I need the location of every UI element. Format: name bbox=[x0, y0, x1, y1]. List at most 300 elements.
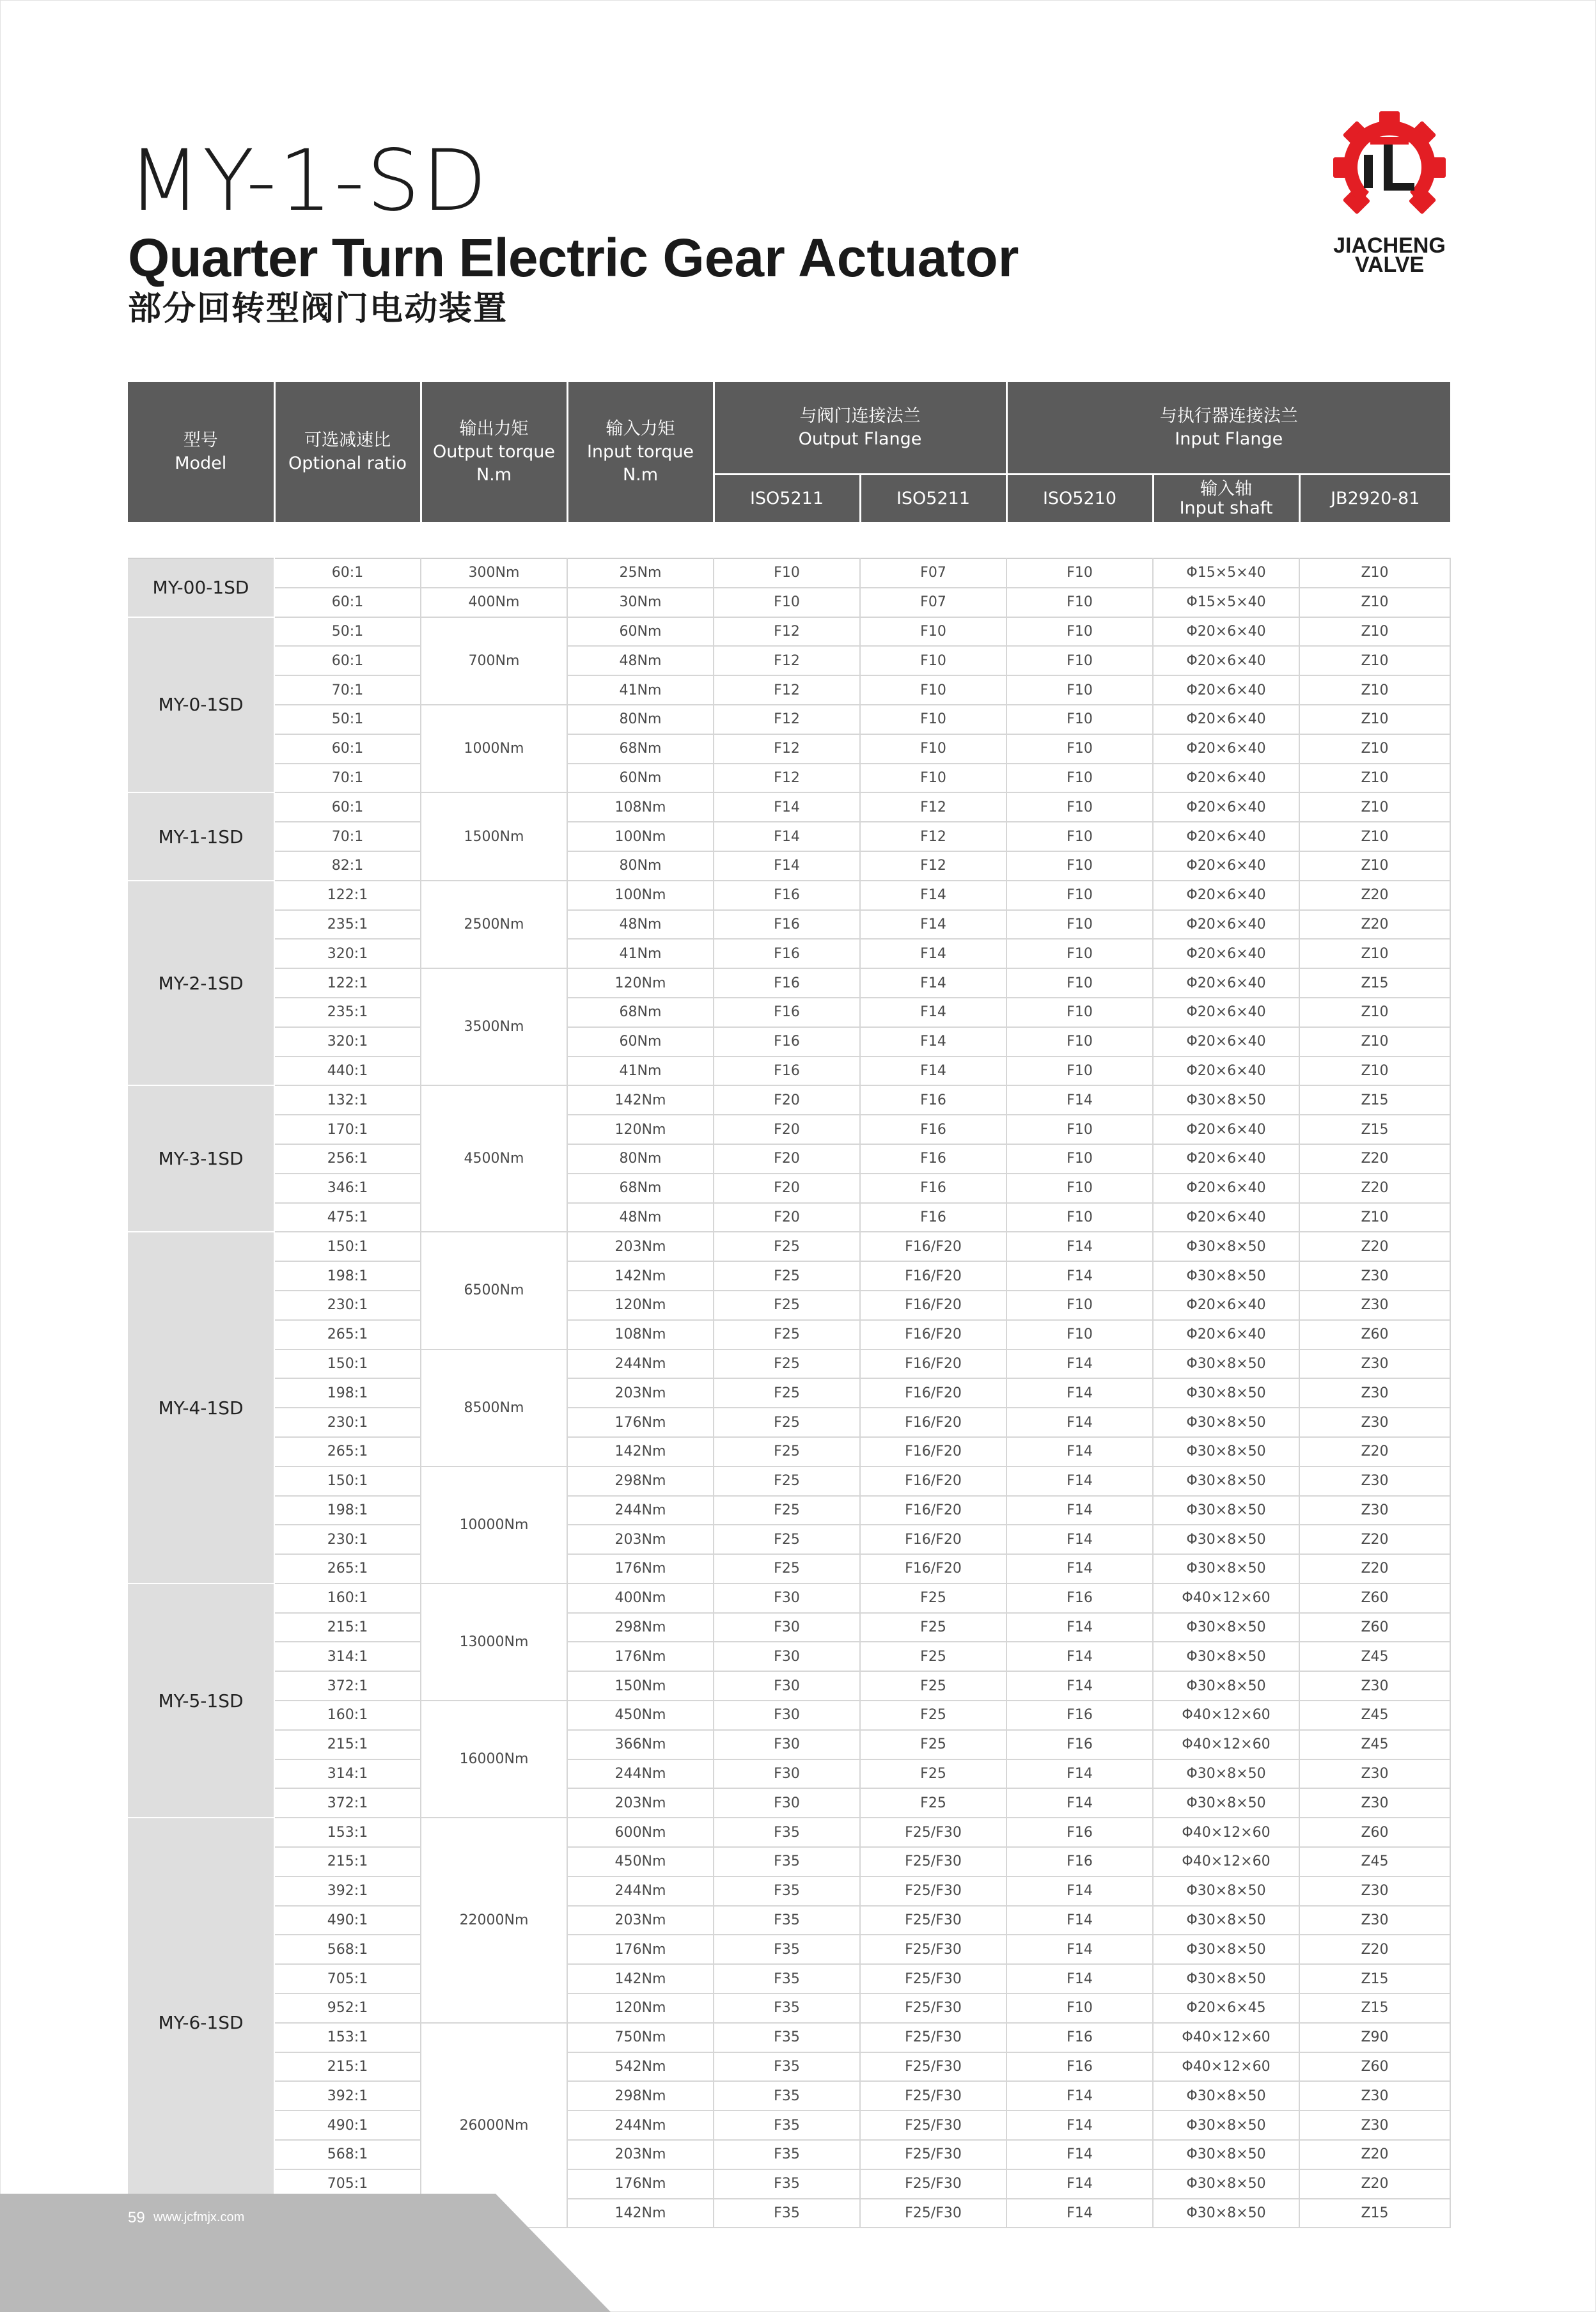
output-flange-iso5211-b-cell: F10 bbox=[860, 675, 1006, 705]
model-cell: MY-3-1SD bbox=[128, 1085, 274, 1232]
output-flange-iso5211-b-cell: F14 bbox=[860, 910, 1006, 940]
table-row bbox=[128, 1320, 1450, 1349]
input-flange-iso5210-cell: F10 bbox=[1006, 1994, 1153, 2023]
output-flange-iso5211-a-cell: F35 bbox=[714, 1906, 860, 1935]
jb2920-cell: Z10 bbox=[1299, 734, 1450, 764]
input-shaft-cell: Φ30×8×50 bbox=[1153, 1408, 1299, 1437]
output-flange-iso5211-b-cell: F16/F20 bbox=[860, 1408, 1006, 1437]
page-number: 59 bbox=[128, 2209, 145, 2226]
jb2920-cell: Z15 bbox=[1299, 1115, 1450, 1144]
jb2920-cell: Z20 bbox=[1299, 2140, 1450, 2169]
input-flange-iso5210-cell: F10 bbox=[1006, 764, 1153, 793]
table-row bbox=[128, 1584, 1450, 1613]
input-flange-iso5210-cell: F10 bbox=[1006, 998, 1153, 1027]
input-flange-iso5210-cell: F14 bbox=[1006, 1788, 1153, 1818]
input-torque-cell: 60Nm bbox=[567, 764, 714, 793]
input-torque-cell: 68Nm bbox=[567, 734, 714, 764]
header-input-shaft: 输入轴 Input shaft bbox=[1153, 475, 1299, 523]
output-flange-iso5211-a-cell: F20 bbox=[714, 1144, 860, 1174]
input-torque-cell: 120Nm bbox=[567, 1115, 714, 1144]
ratio-cell: 70:1 bbox=[274, 675, 421, 705]
table-row bbox=[128, 851, 1450, 881]
table-row bbox=[128, 734, 1450, 764]
ratio-cell: 490:1 bbox=[274, 2111, 421, 2140]
jb2920-cell: Z90 bbox=[1299, 2023, 1450, 2052]
jb2920-cell: Z15 bbox=[1299, 1964, 1450, 1994]
jb2920-cell: Z20 bbox=[1299, 1525, 1450, 1554]
ratio-cell: 392:1 bbox=[274, 2081, 421, 2111]
company-logo bbox=[1322, 109, 1457, 281]
input-flange-iso5210-cell: F14 bbox=[1006, 2169, 1153, 2199]
jb2920-cell: Z60 bbox=[1299, 1320, 1450, 1349]
input-torque-cell: 142Nm bbox=[567, 2199, 714, 2228]
input-shaft-cell: Φ30×8×50 bbox=[1153, 1935, 1299, 1964]
input-shaft-cell: Φ20×6×40 bbox=[1153, 939, 1299, 968]
jb2920-cell: Z45 bbox=[1299, 1847, 1450, 1876]
input-shaft-cell: Φ30×8×50 bbox=[1153, 1437, 1299, 1467]
output-flange-iso5211-a-cell: F35 bbox=[714, 1876, 860, 1906]
output-flange-iso5211-a-cell: F35 bbox=[714, 2199, 860, 2228]
table-row bbox=[128, 1964, 1450, 1994]
output-flange-iso5211-a-cell: F14 bbox=[714, 851, 860, 881]
input-torque-cell: 80Nm bbox=[567, 705, 714, 734]
website-url: www.jcfmjx.com bbox=[153, 2210, 245, 2224]
table-row bbox=[128, 1203, 1450, 1232]
input-torque-cell: 298Nm bbox=[567, 1467, 714, 1496]
output-flange-iso5211-b-cell: F10 bbox=[860, 646, 1006, 675]
input-flange-iso5210-cell: F10 bbox=[1006, 1144, 1153, 1174]
output-flange-iso5211-a-cell: F25 bbox=[714, 1320, 860, 1349]
input-flange-iso5210-cell: F10 bbox=[1006, 822, 1153, 851]
ratio-cell: 153:1 bbox=[274, 2023, 421, 2052]
input-flange-iso5210-cell: F10 bbox=[1006, 705, 1153, 734]
input-torque-cell: 244Nm bbox=[567, 1876, 714, 1906]
table-row bbox=[128, 939, 1450, 968]
output-flange-iso5211-b-cell: F25/F30 bbox=[860, 1847, 1006, 1876]
input-torque-cell: 41Nm bbox=[567, 939, 714, 968]
jb2920-cell: Z10 bbox=[1299, 851, 1450, 881]
table-row bbox=[128, 998, 1450, 1027]
input-shaft-cell: Φ40×12×60 bbox=[1153, 1584, 1299, 1613]
table-row bbox=[128, 764, 1450, 793]
output-flange-iso5211-a-cell: F16 bbox=[714, 968, 860, 998]
input-shaft-cell: Φ20×6×40 bbox=[1153, 851, 1299, 881]
ratio-cell: 60:1 bbox=[274, 734, 421, 764]
output-flange-iso5211-a-cell: F25 bbox=[714, 1467, 860, 1496]
input-shaft-cell: Φ30×8×50 bbox=[1153, 1759, 1299, 1789]
footer-band bbox=[0, 2194, 627, 2312]
input-flange-iso5210-cell: F10 bbox=[1006, 939, 1153, 968]
ratio-cell: 122:1 bbox=[274, 968, 421, 998]
ratio-cell: 568:1 bbox=[274, 1935, 421, 1964]
ratio-cell: 265:1 bbox=[274, 1320, 421, 1349]
input-torque-cell: 150Nm bbox=[567, 1671, 714, 1701]
input-torque-cell: 30Nm bbox=[567, 588, 714, 617]
input-flange-iso5210-cell: F14 bbox=[1006, 2199, 1153, 2228]
table-row bbox=[128, 1174, 1450, 1203]
jb2920-cell: Z20 bbox=[1299, 1232, 1450, 1261]
output-torque-cell: 6500Nm bbox=[421, 1232, 567, 1349]
output-flange-iso5211-b-cell: F16 bbox=[860, 1144, 1006, 1174]
jb2920-cell: Z30 bbox=[1299, 2081, 1450, 2111]
table-row bbox=[128, 1027, 1450, 1057]
ratio-cell: 150:1 bbox=[274, 1467, 421, 1496]
table-row bbox=[128, 1701, 1450, 1730]
output-flange-iso5211-a-cell: F16 bbox=[714, 1057, 860, 1086]
ratio-cell: 372:1 bbox=[274, 1671, 421, 1701]
input-flange-iso5210-cell: F10 bbox=[1006, 968, 1153, 998]
output-flange-iso5211-a-cell: F35 bbox=[714, 1964, 860, 1994]
output-flange-iso5211-b-cell: F10 bbox=[860, 734, 1006, 764]
model-cell: MY-2-1SD bbox=[128, 881, 274, 1086]
input-flange-iso5210-cell: F16 bbox=[1006, 1847, 1153, 1876]
jb2920-cell: Z30 bbox=[1299, 1788, 1450, 1818]
output-flange-iso5211-a-cell: F12 bbox=[714, 764, 860, 793]
ratio-cell: 60:1 bbox=[274, 588, 421, 617]
jb2920-cell: Z30 bbox=[1299, 1261, 1450, 1291]
input-torque-cell: 48Nm bbox=[567, 646, 714, 675]
header-output-torque: 输出力矩 Output torque N.m bbox=[421, 381, 567, 523]
output-flange-iso5211-a-cell: F30 bbox=[714, 1671, 860, 1701]
input-torque-cell: 203Nm bbox=[567, 1788, 714, 1818]
output-flange-iso5211-a-cell: F20 bbox=[714, 1085, 860, 1115]
table-header bbox=[128, 380, 1450, 524]
table-row bbox=[128, 675, 1450, 705]
jb2920-cell: Z30 bbox=[1299, 1906, 1450, 1935]
input-flange-iso5210-cell: F10 bbox=[1006, 1027, 1153, 1057]
output-torque-cell: 4500Nm bbox=[421, 1085, 567, 1232]
input-flange-iso5210-cell: F10 bbox=[1006, 910, 1153, 940]
ratio-cell: 198:1 bbox=[274, 1496, 421, 1525]
input-shaft-cell: Φ15×5×40 bbox=[1153, 558, 1299, 588]
input-shaft-cell: Φ20×6×40 bbox=[1153, 1027, 1299, 1057]
model-cell: MY-5-1SD bbox=[128, 1584, 274, 1818]
input-flange-iso5210-cell: F14 bbox=[1006, 1085, 1153, 1115]
model-cell: MY-1-1SD bbox=[128, 792, 274, 880]
input-flange-iso5210-cell: F14 bbox=[1006, 2111, 1153, 2140]
input-torque-cell: 41Nm bbox=[567, 675, 714, 705]
output-flange-iso5211-a-cell: F30 bbox=[714, 1584, 860, 1613]
output-flange-iso5211-a-cell: F10 bbox=[714, 558, 860, 588]
table-row bbox=[128, 1554, 1450, 1584]
output-flange-iso5211-a-cell: F35 bbox=[714, 2023, 860, 2052]
jb2920-cell: Z10 bbox=[1299, 1027, 1450, 1057]
header-output-flange: 与阀门连接法兰 Output Flange bbox=[714, 381, 1006, 475]
output-flange-iso5211-b-cell: F25/F30 bbox=[860, 2111, 1006, 2140]
input-shaft-cell: Φ20×6×40 bbox=[1153, 1144, 1299, 1174]
output-flange-iso5211-a-cell: F30 bbox=[714, 1613, 860, 1642]
jb2920-cell: Z30 bbox=[1299, 1291, 1450, 1320]
input-flange-iso5210-cell: F14 bbox=[1006, 1437, 1153, 1467]
input-torque-cell: 108Nm bbox=[567, 792, 714, 822]
input-torque-cell: 176Nm bbox=[567, 1554, 714, 1584]
input-flange-iso5210-cell: F10 bbox=[1006, 646, 1153, 675]
input-flange-iso5210-cell: F10 bbox=[1006, 1203, 1153, 1232]
header-iso5210: ISO5210 bbox=[1006, 475, 1153, 523]
output-flange-iso5211-b-cell: F25/F30 bbox=[860, 1935, 1006, 1964]
ratio-cell: 705:1 bbox=[274, 2169, 421, 2199]
jb2920-cell: Z30 bbox=[1299, 1876, 1450, 1906]
jb2920-cell: Z60 bbox=[1299, 1613, 1450, 1642]
table-row bbox=[128, 1349, 1450, 1379]
output-flange-iso5211-b-cell: F25/F30 bbox=[860, 1964, 1006, 1994]
input-shaft-cell: Φ20×6×40 bbox=[1153, 646, 1299, 675]
output-flange-iso5211-b-cell: F07 bbox=[860, 558, 1006, 588]
header-iso5211-b: ISO5211 bbox=[860, 475, 1006, 523]
input-flange-iso5210-cell: F14 bbox=[1006, 1876, 1153, 1906]
ratio-cell: 314:1 bbox=[274, 1759, 421, 1789]
input-shaft-cell: Φ20×6×40 bbox=[1153, 675, 1299, 705]
input-shaft-cell: Φ30×8×50 bbox=[1153, 1232, 1299, 1261]
ratio-cell: 170:1 bbox=[274, 1115, 421, 1144]
input-flange-iso5210-cell: F10 bbox=[1006, 558, 1153, 588]
ratio-cell: 70:1 bbox=[274, 822, 421, 851]
output-flange-iso5211-b-cell: F10 bbox=[860, 617, 1006, 647]
table-row bbox=[128, 558, 1450, 588]
output-torque-cell: 22000Nm bbox=[421, 1818, 567, 2023]
jb2920-cell: Z10 bbox=[1299, 646, 1450, 675]
output-flange-iso5211-a-cell: F25 bbox=[714, 1554, 860, 1584]
table-row bbox=[128, 1057, 1450, 1086]
jb2920-cell: Z10 bbox=[1299, 998, 1450, 1027]
output-flange-iso5211-a-cell: F16 bbox=[714, 939, 860, 968]
input-flange-iso5210-cell: F14 bbox=[1006, 1554, 1153, 1584]
table-row bbox=[128, 617, 1450, 647]
input-flange-iso5210-cell: F16 bbox=[1006, 2052, 1153, 2082]
input-torque-cell: 542Nm bbox=[567, 2052, 714, 2082]
ratio-cell: 230:1 bbox=[274, 1291, 421, 1320]
jb2920-cell: Z45 bbox=[1299, 1642, 1450, 1671]
page-subtitle bbox=[128, 226, 1019, 290]
jb2920-cell: Z10 bbox=[1299, 792, 1450, 822]
input-shaft-cell: Φ20×6×40 bbox=[1153, 1057, 1299, 1086]
input-torque-cell: 298Nm bbox=[567, 2081, 714, 2111]
input-torque-cell: 25Nm bbox=[567, 558, 714, 588]
ratio-cell: 265:1 bbox=[274, 1554, 421, 1584]
input-flange-iso5210-cell: F10 bbox=[1006, 588, 1153, 617]
output-flange-iso5211-b-cell: F16 bbox=[860, 1174, 1006, 1203]
input-shaft-cell: Φ20×6×40 bbox=[1153, 764, 1299, 793]
input-flange-iso5210-cell: F10 bbox=[1006, 1174, 1153, 1203]
output-flange-iso5211-b-cell: F25/F30 bbox=[860, 2140, 1006, 2169]
input-torque-cell: 120Nm bbox=[567, 1994, 714, 2023]
output-torque-cell: 10000Nm bbox=[421, 1467, 567, 1584]
jb2920-cell: Z30 bbox=[1299, 1496, 1450, 1525]
input-torque-cell: 100Nm bbox=[567, 822, 714, 851]
ratio-cell: 198:1 bbox=[274, 1378, 421, 1408]
output-flange-iso5211-b-cell: F14 bbox=[860, 1027, 1006, 1057]
header-ratio: 可选减速比 Optional ratio bbox=[274, 381, 421, 523]
input-flange-iso5210-cell: F14 bbox=[1006, 1935, 1153, 1964]
ratio-cell: 235:1 bbox=[274, 998, 421, 1027]
input-shaft-cell: Φ40×12×60 bbox=[1153, 1847, 1299, 1876]
table-row bbox=[128, 1437, 1450, 1467]
output-flange-iso5211-b-cell: F12 bbox=[860, 822, 1006, 851]
jb2920-cell: Z10 bbox=[1299, 822, 1450, 851]
ratio-cell: 256:1 bbox=[274, 1144, 421, 1174]
output-flange-iso5211-b-cell: F16/F20 bbox=[860, 1378, 1006, 1408]
table-row bbox=[128, 2023, 1450, 2052]
subtitle-bold: Quarter Turn Electric bbox=[128, 228, 648, 288]
output-flange-iso5211-b-cell: F12 bbox=[860, 792, 1006, 822]
output-flange-iso5211-b-cell: F07 bbox=[860, 588, 1006, 617]
input-flange-iso5210-cell: F14 bbox=[1006, 1349, 1153, 1379]
output-torque-cell: 1500Nm bbox=[421, 792, 567, 880]
output-flange-iso5211-b-cell: F16/F20 bbox=[860, 1437, 1006, 1467]
table-row bbox=[128, 792, 1450, 822]
page-title: MY-1-SD bbox=[128, 132, 489, 230]
output-torque-cell: 300Nm bbox=[421, 558, 567, 588]
output-flange-iso5211-b-cell: F25/F30 bbox=[860, 2199, 1006, 2228]
table-row bbox=[128, 1876, 1450, 1906]
ratio-cell: 153:1 bbox=[274, 1818, 421, 1847]
jb2920-cell: Z60 bbox=[1299, 1818, 1450, 1847]
input-shaft-cell: Φ30×8×50 bbox=[1153, 1349, 1299, 1379]
input-torque-cell: 203Nm bbox=[567, 1525, 714, 1554]
input-shaft-cell: Φ40×12×60 bbox=[1153, 1818, 1299, 1847]
ratio-cell: 150:1 bbox=[274, 1232, 421, 1261]
table-row bbox=[128, 1818, 1450, 1847]
output-flange-iso5211-b-cell: F16/F20 bbox=[860, 1261, 1006, 1291]
jb2920-cell: Z45 bbox=[1299, 1701, 1450, 1730]
jb2920-cell: Z10 bbox=[1299, 588, 1450, 617]
output-flange-iso5211-a-cell: F12 bbox=[714, 705, 860, 734]
input-flange-iso5210-cell: F14 bbox=[1006, 1759, 1153, 1789]
ratio-cell: 82:1 bbox=[274, 851, 421, 881]
output-flange-iso5211-b-cell: F25 bbox=[860, 1671, 1006, 1701]
ratio-cell: 490:1 bbox=[274, 1906, 421, 1935]
ratio-cell: 60:1 bbox=[274, 646, 421, 675]
output-torque-cell: 3500Nm bbox=[421, 968, 567, 1085]
input-shaft-cell: Φ20×6×40 bbox=[1153, 705, 1299, 734]
input-shaft-cell: Φ30×8×50 bbox=[1153, 1554, 1299, 1584]
input-shaft-cell: Φ30×8×50 bbox=[1153, 1642, 1299, 1671]
table-row bbox=[128, 1115, 1450, 1144]
ratio-cell: 150:1 bbox=[274, 1349, 421, 1379]
input-torque-cell: 750Nm bbox=[567, 2023, 714, 2052]
output-flange-iso5211-a-cell: F30 bbox=[714, 1730, 860, 1759]
table-row bbox=[128, 1525, 1450, 1554]
ratio-cell: 320:1 bbox=[274, 1027, 421, 1057]
input-torque-cell: 142Nm bbox=[567, 1964, 714, 1994]
output-flange-iso5211-b-cell: F16 bbox=[860, 1203, 1006, 1232]
header-jb2920: JB2920-81 bbox=[1299, 475, 1450, 523]
input-shaft-cell: Φ30×8×50 bbox=[1153, 2140, 1299, 2169]
input-torque-cell: 142Nm bbox=[567, 1437, 714, 1467]
ratio-cell: 568:1 bbox=[274, 2140, 421, 2169]
spec-table bbox=[128, 558, 1451, 2228]
input-flange-iso5210-cell: F10 bbox=[1006, 851, 1153, 881]
input-torque-cell: 68Nm bbox=[567, 998, 714, 1027]
jb2920-cell: Z10 bbox=[1299, 1057, 1450, 1086]
input-shaft-cell: Φ30×8×50 bbox=[1153, 1906, 1299, 1935]
output-flange-iso5211-b-cell: F16/F20 bbox=[860, 1320, 1006, 1349]
input-flange-iso5210-cell: F16 bbox=[1006, 1584, 1153, 1613]
header-model: 型号 Model bbox=[128, 381, 274, 523]
table-row bbox=[128, 1642, 1450, 1671]
input-shaft-cell: Φ30×8×50 bbox=[1153, 1085, 1299, 1115]
output-flange-iso5211-b-cell: F25 bbox=[860, 1613, 1006, 1642]
input-shaft-cell: Φ20×6×40 bbox=[1153, 822, 1299, 851]
table-row bbox=[128, 2081, 1450, 2111]
output-flange-iso5211-b-cell: F25/F30 bbox=[860, 1994, 1006, 2023]
input-flange-iso5210-cell: F14 bbox=[1006, 1964, 1153, 1994]
header-input-flange: 与执行器连接法兰 Input Flange bbox=[1006, 381, 1450, 475]
input-shaft-cell: Φ30×8×50 bbox=[1153, 1613, 1299, 1642]
input-shaft-cell: Φ40×12×60 bbox=[1153, 2023, 1299, 2052]
output-flange-iso5211-a-cell: F30 bbox=[714, 1701, 860, 1730]
input-shaft-cell: Φ15×5×40 bbox=[1153, 588, 1299, 617]
output-flange-iso5211-b-cell: F25/F30 bbox=[860, 1906, 1006, 1935]
input-flange-iso5210-cell: F10 bbox=[1006, 1115, 1153, 1144]
input-torque-cell: 244Nm bbox=[567, 1759, 714, 1789]
ratio-cell: 705:1 bbox=[274, 1964, 421, 1994]
input-flange-iso5210-cell: F10 bbox=[1006, 675, 1153, 705]
table-row bbox=[128, 1408, 1450, 1437]
input-flange-iso5210-cell: F14 bbox=[1006, 1467, 1153, 1496]
ratio-cell: 346:1 bbox=[274, 1174, 421, 1203]
output-flange-iso5211-a-cell: F25 bbox=[714, 1349, 860, 1379]
input-shaft-cell: Φ20×6×40 bbox=[1153, 968, 1299, 998]
output-flange-iso5211-b-cell: F14 bbox=[860, 1057, 1006, 1086]
output-flange-iso5211-b-cell: F12 bbox=[860, 851, 1006, 881]
ratio-cell: 160:1 bbox=[274, 1701, 421, 1730]
ratio-cell: 215:1 bbox=[274, 1847, 421, 1876]
jb2920-cell: Z10 bbox=[1299, 705, 1450, 734]
table-row bbox=[128, 1378, 1450, 1408]
ratio-cell: 440:1 bbox=[274, 1057, 421, 1086]
output-torque-cell: 700Nm bbox=[421, 617, 567, 705]
input-flange-iso5210-cell: F16 bbox=[1006, 2023, 1153, 2052]
jb2920-cell: Z60 bbox=[1299, 2052, 1450, 2082]
ratio-cell: 235:1 bbox=[274, 910, 421, 940]
jb2920-cell: Z30 bbox=[1299, 1759, 1450, 1789]
jb2920-cell: Z20 bbox=[1299, 1554, 1450, 1584]
table-row bbox=[128, 822, 1450, 851]
input-shaft-cell: Φ30×8×50 bbox=[1153, 2111, 1299, 2140]
input-flange-iso5210-cell: F10 bbox=[1006, 1291, 1153, 1320]
ratio-cell: 475:1 bbox=[274, 1203, 421, 1232]
output-flange-iso5211-b-cell: F14 bbox=[860, 881, 1006, 910]
jb2920-cell: Z20 bbox=[1299, 1174, 1450, 1203]
output-flange-iso5211-b-cell: F16 bbox=[860, 1115, 1006, 1144]
jb2920-cell: Z60 bbox=[1299, 1584, 1450, 1613]
output-flange-iso5211-a-cell: F16 bbox=[714, 910, 860, 940]
input-shaft-cell: Φ30×8×50 bbox=[1153, 2169, 1299, 2199]
input-shaft-cell: Φ20×6×40 bbox=[1153, 1115, 1299, 1144]
output-flange-iso5211-a-cell: F25 bbox=[714, 1437, 860, 1467]
input-flange-iso5210-cell: F10 bbox=[1006, 881, 1153, 910]
output-flange-iso5211-b-cell: F16/F20 bbox=[860, 1467, 1006, 1496]
input-flange-iso5210-cell: F10 bbox=[1006, 734, 1153, 764]
table-row bbox=[128, 1671, 1450, 1701]
ratio-cell: 230:1 bbox=[274, 1408, 421, 1437]
ratio-cell: 265:1 bbox=[274, 1437, 421, 1467]
output-flange-iso5211-b-cell: F25 bbox=[860, 1788, 1006, 1818]
table-row bbox=[128, 1847, 1450, 1876]
input-flange-iso5210-cell: F14 bbox=[1006, 1613, 1153, 1642]
input-shaft-cell: Φ30×8×50 bbox=[1153, 1964, 1299, 1994]
output-flange-iso5211-a-cell: F30 bbox=[714, 1788, 860, 1818]
output-flange-iso5211-b-cell: F14 bbox=[860, 939, 1006, 968]
input-shaft-cell: Φ20×6×40 bbox=[1153, 1174, 1299, 1203]
table-row bbox=[128, 1935, 1450, 1964]
input-shaft-cell: Φ30×8×50 bbox=[1153, 1261, 1299, 1291]
jb2920-cell: Z10 bbox=[1299, 764, 1450, 793]
input-shaft-cell: Φ20×6×40 bbox=[1153, 1291, 1299, 1320]
input-torque-cell: 60Nm bbox=[567, 1027, 714, 1057]
jb2920-cell: Z30 bbox=[1299, 2111, 1450, 2140]
